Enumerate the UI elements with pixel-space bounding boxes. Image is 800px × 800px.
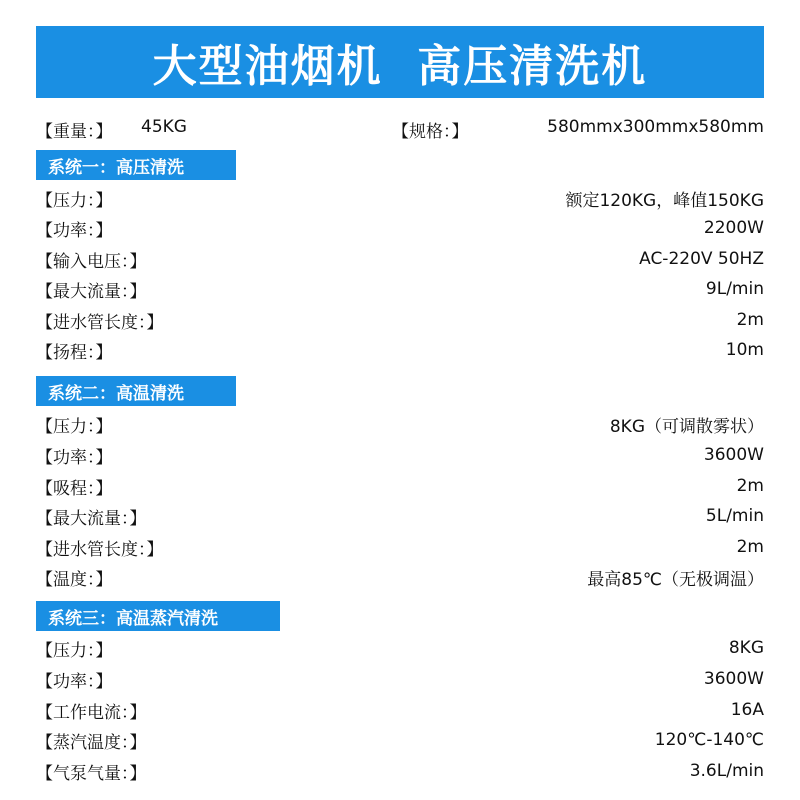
spec-row-label: 【温度：】 (36, 569, 113, 590)
spec-row-value: 5L/min (705, 506, 764, 526)
title-banner (36, 26, 764, 98)
section-header-system-3: 系统三：高温蒸汽清洗 (36, 601, 280, 631)
spec-row-label: 【功率：】 (36, 220, 113, 241)
spec-row (36, 305, 764, 335)
spec-row (36, 664, 764, 694)
spec-row-label: 【进水管长度：】 (36, 539, 164, 560)
page-title: 大型油烟机 高压清洗机 (152, 41, 648, 92)
spec-row (36, 562, 764, 592)
spec-row (36, 695, 764, 725)
section-header-system-2: 系统二：高温清洗 (36, 376, 236, 406)
spec-row (36, 633, 764, 663)
spec-row-value: 120℃-140℃ (654, 730, 764, 750)
spec-row-value: 额定120KG，峰值150KG (565, 190, 764, 211)
spec-row-label: 【进水管长度：】 (36, 312, 164, 333)
spec-row (36, 756, 764, 786)
spec-row-value: 3600W (703, 445, 764, 465)
spec-row-label: 【扬程：】 (36, 342, 113, 363)
spec-row (36, 471, 764, 501)
spec-value: 580mmx300mmx580mm (547, 117, 764, 137)
section-header-system-1: 系统一：高压清洗 (36, 150, 236, 180)
spec-row-label: 【工作电流：】 (36, 702, 147, 723)
spec-row-value: 最高85℃（无极调温） (587, 569, 764, 590)
spec-row (36, 335, 764, 365)
spec-row (36, 501, 764, 531)
spec-row-label: 【压力：】 (36, 640, 113, 661)
spec-row-label: 【吸程：】 (36, 478, 113, 499)
spec-row (36, 440, 764, 470)
spec-row-value: 8KG（可调散雾状） (609, 416, 764, 437)
spec-row (36, 409, 764, 439)
spec-row (36, 532, 764, 562)
spec-row-value: 2m (736, 310, 764, 330)
spec-row (36, 244, 764, 274)
spec-row-value: 9L/min (705, 279, 764, 299)
spec-row-value: 16A (730, 700, 764, 720)
spec-label: 【规格：】 (392, 122, 469, 142)
spec-row-label: 【功率：】 (36, 671, 113, 692)
spec-row (36, 274, 764, 304)
spec-row-label: 【压力：】 (36, 190, 113, 211)
spec-row-label: 【最大流量：】 (36, 508, 147, 529)
spec-row-label: 【压力：】 (36, 416, 113, 437)
weight-value: 45KG (141, 117, 187, 137)
spec-row-value: 2m (736, 537, 764, 557)
weight-label: 【重量：】 (36, 122, 113, 142)
spec-row (36, 183, 764, 213)
spec-row-value: 2200W (703, 218, 764, 238)
spec-row-value: 10m (725, 340, 764, 360)
spec-row-value: 8KG (728, 638, 764, 658)
weight-spec-row (36, 113, 764, 143)
spec-row-value: 2m (736, 476, 764, 496)
spec-row-label: 【功率：】 (36, 447, 113, 468)
spec-row-value: AC-220V 50HZ (639, 249, 764, 269)
spec-row-value: 3.6L/min (689, 761, 764, 781)
spec-row-label: 【最大流量：】 (36, 281, 147, 302)
spec-row (36, 213, 764, 243)
spec-row-label: 【输入电压：】 (36, 251, 147, 272)
spec-row (36, 725, 764, 755)
spec-row-value: 3600W (703, 669, 764, 689)
spec-row-label: 【气泵气量：】 (36, 763, 147, 784)
spec-row-label: 【蒸汽温度：】 (36, 732, 147, 753)
